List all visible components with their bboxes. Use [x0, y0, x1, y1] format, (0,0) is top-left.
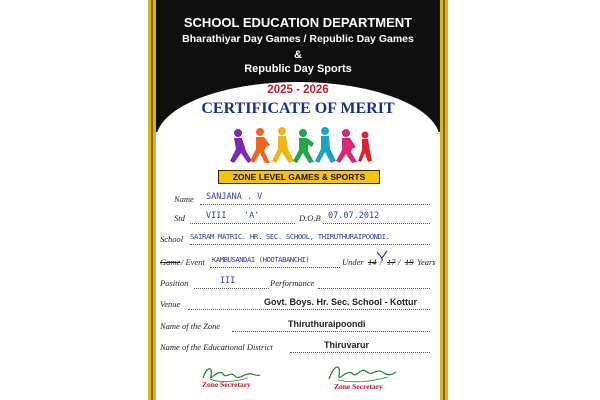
gold-border-right — [440, 0, 448, 400]
performance-line — [318, 288, 430, 289]
games-subtitle: Bharathiyar Day Games / Republic Day Games — [182, 33, 414, 45]
age-19: 19 — [405, 257, 414, 267]
name-line — [200, 204, 430, 205]
under-label: Under — [342, 257, 364, 267]
dob-line — [323, 223, 430, 224]
venue-label: Venue — [160, 299, 181, 309]
republic-day-sports: Republic Day Sports — [244, 63, 352, 75]
academic-year: 2025 - 2026 — [267, 84, 329, 96]
venue-line — [188, 309, 430, 310]
zone-level-banner: ZONE LEVEL GAMES & SPORTS — [218, 170, 380, 184]
athlete-figures — [230, 127, 372, 163]
performance-label: Performance — [270, 278, 315, 288]
school-value: SAIRAM MATRIC. HR. SEC. SCHOOL, THIRUTHURAIPOONDI. — [190, 232, 390, 241]
standard-value: VIII — [206, 211, 227, 221]
dob-value: 07.07.2012 — [328, 211, 380, 221]
school-label: School — [160, 234, 184, 244]
certificate-title: CERTIFICATE OF MERIT — [201, 100, 395, 117]
event-line — [210, 267, 340, 268]
zone-value: Thiruthuraipoondi — [288, 319, 366, 329]
age-selection-mark-icon — [376, 250, 388, 262]
zone-secretary-label-right: Zone Secretary — [334, 382, 383, 391]
std-label: Std — [174, 213, 185, 223]
venue-value: Govt. Boys. Hr. Sec. School - Kottur — [264, 297, 418, 307]
age-17: 17 — [387, 257, 396, 267]
dob-label: D.O.B — [299, 213, 321, 223]
age-14: 14 — [368, 257, 377, 267]
age-separator-1: / — [380, 257, 383, 267]
district-value: Thiruvarur — [324, 340, 370, 350]
position-value: III — [220, 276, 236, 286]
name-label: Name — [174, 194, 194, 204]
student-name: SANJANA . V — [206, 192, 263, 202]
age-separator-2: / — [398, 257, 401, 267]
std-line — [190, 223, 295, 224]
department-heading: SCHOOL EDUCATION DEPARTMENT — [183, 15, 413, 30]
zone-line — [232, 331, 430, 332]
years-label: Years — [417, 257, 436, 267]
ampersand: & — [294, 49, 302, 61]
game-label: Game — [160, 257, 181, 267]
position-line — [194, 288, 269, 289]
section-value: 'A' — [244, 211, 260, 221]
event-value: KAMBUSANDAI (HOOTABANCHI) — [212, 255, 310, 264]
district-line — [290, 352, 430, 353]
district-label: Name of the Educational District — [160, 342, 273, 352]
zone-label: Name of the Zone — [160, 321, 221, 331]
event-label: / Event — [181, 257, 205, 267]
zone-secretary-label-left: Zone Secretary — [202, 380, 251, 389]
position-label: Position — [160, 278, 189, 288]
school-line — [190, 244, 430, 245]
certificate — [148, 0, 448, 400]
gold-border-left — [148, 0, 156, 400]
sports-silhouettes-icon — [226, 125, 372, 165]
